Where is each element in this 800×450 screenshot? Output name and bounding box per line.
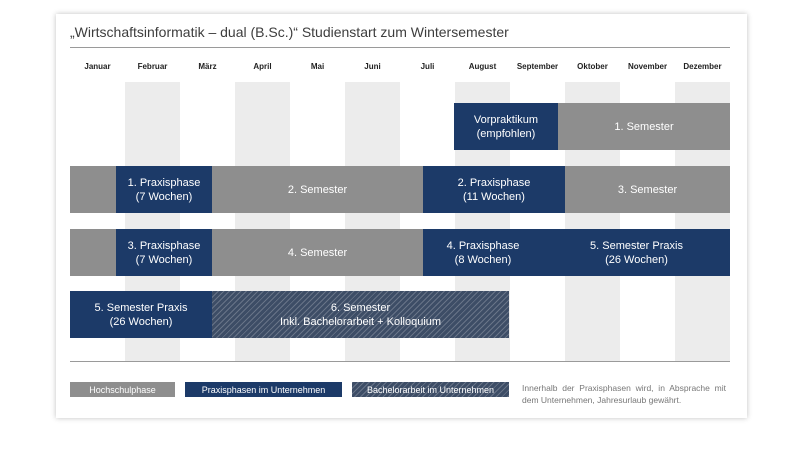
bottom-divider (70, 361, 730, 362)
month-label: Januar (84, 62, 111, 71)
bar-semester-5-praxis: 5. Semester Praxis (26 Wochen) (543, 229, 730, 276)
month-label: Februar (137, 62, 168, 71)
bar-praxisphase-2: 2. Praxisphase (11 Wochen) (423, 166, 565, 213)
month-label: Mai (310, 62, 325, 71)
title-divider (70, 47, 730, 48)
month-label: September (516, 62, 559, 71)
month-label: Dezember (683, 62, 722, 71)
legend-bachelorarbeit: Bachelorarbeit im Unternehmen (352, 382, 509, 397)
bar-semester-6-bachelor: 6. Semester Inkl. Bachelorarbeit + Kolloquium (212, 291, 509, 338)
bar-hochschule-lead-row2 (70, 166, 116, 213)
vacation-note: Innerhalb der Praxisphasen wird, in Absprache mit dem Unternehmen, Jahresurlaub gewährt. (522, 383, 726, 405)
month-label: April (253, 62, 272, 71)
month-label: Juli (420, 62, 435, 71)
bar-semester-4: 4. Semester (212, 229, 423, 276)
bar-semester-1: 1. Semester (558, 103, 730, 150)
month-label: August (468, 62, 497, 71)
bar-semester-2: 2. Semester (212, 166, 423, 213)
legend-hochschulphase: Hochschulphase (70, 382, 175, 397)
bar-vorpraktikum: Vorpraktikum (empfohlen) (454, 103, 558, 150)
month-label: November (627, 62, 668, 71)
bar-semester-3: 3. Semester (565, 166, 730, 213)
bar-praxisphase-1: 1. Praxisphase (7 Wochen) (116, 166, 212, 213)
bar-hochschule-lead-row3 (70, 229, 116, 276)
bar-semester-5-praxis-cont: 5. Semester Praxis (26 Wochen) (70, 291, 212, 338)
month-label: Juni (364, 62, 381, 71)
month-label: Oktober (577, 62, 608, 71)
bar-praxisphase-3: 3. Praxisphase (7 Wochen) (116, 229, 212, 276)
chart-title: „Wirtschaftsinformatik – dual (B.Sc.)“ Studienstart zum Wintersemester (70, 24, 509, 40)
month-label: März (198, 62, 217, 71)
legend-praxisphasen: Praxisphasen im Unternehmen (185, 382, 342, 397)
bar-praxisphase-4: 4. Praxisphase (8 Wochen) (423, 229, 543, 276)
